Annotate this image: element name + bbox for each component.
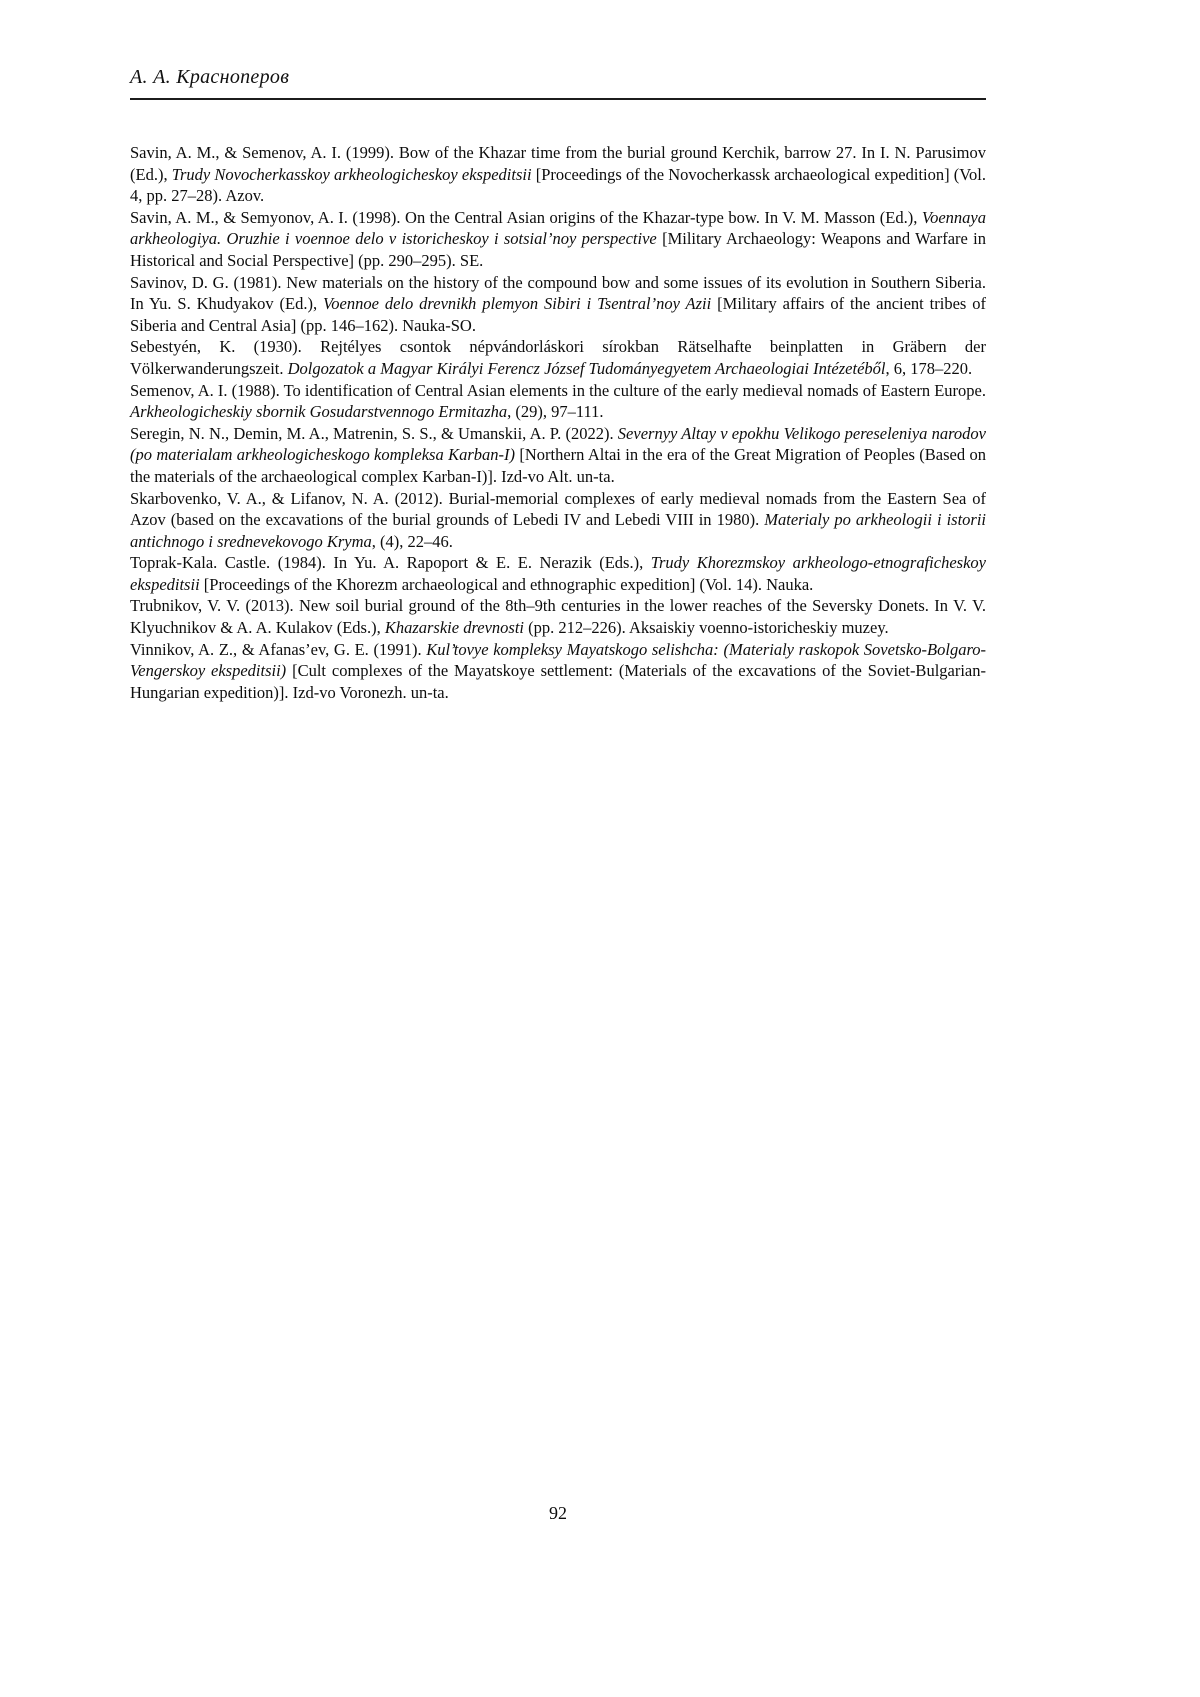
reference-text: [Northern Altai in the era of the Great Migration of Peoples (Based on the materials of the archaeological complex Karban-I)]. Izd-vo Alt. un-ta.: [130, 445, 986, 486]
reference-text: , (29), 97–111.: [507, 402, 604, 422]
reference-text: Trubnikov, V. V. (2013). New soil burial ground of the 8th–9th centuries in the lower reaches of the Seversky Donets. In V. V. Klyuchnikov & A. A. Kulakov (Eds.),: [130, 596, 986, 638]
header-rule: [130, 98, 986, 100]
reference-title-italic: Khazarskie drevnosti: [384, 618, 524, 638]
reference-text: , (4), 22–46.: [371, 531, 453, 551]
reference-text: [Military affairs of the ancient tribes of Siberia and Central Asia] (pp. 146–162). Nauka-SO.: [130, 294, 987, 335]
reference-text: Seregin, N. N., Demin, M. A., Matrenin, S. S., & Umanskii, A. P. (2022).: [130, 423, 618, 443]
reference-text: (pp. 212–226). Aksaiskiy voenno-istoricheskiy muzey.: [524, 618, 889, 638]
reference-text: Toprak-Kala. Castle. (1984). In Yu. A. Rapoport & E. E. Nerazik (Eds.),: [130, 553, 651, 573]
reference-item: [130, 639, 986, 704]
reference-title-italic: Trudy Novocherkasskoy arkheologicheskoy ekspeditsii: [171, 164, 532, 184]
reference-title-italic: Voennaya arkheologiya. Oruzhie i voennoe delo v istoricheskoy i sotsial’noy perspective: [130, 207, 986, 249]
reference-title-italic: Arkheologicheskiy sbornik Gosudarstvennogo Ermitazha: [130, 402, 508, 422]
reference-text: [Cult complexes of the Mayatskoye settlement: (Materials of the excavations of the Soviet-Bulgarian-Hungarian expedition)]. Izd-vo Voronezh. un-ta.: [130, 661, 986, 702]
reference-title-italic: Kul’tovye kompleksy Mayatskogo selishcha: (Materialy raskopok Sovetsko-Bolgaro-Vengerskoy ekspeditsii): [130, 639, 986, 681]
reference-item: [130, 552, 986, 595]
reference-item: [130, 142, 986, 207]
reference-text: Skarbovenko, V. A., & Lifanov, N. A. (2012). Burial-memorial complexes of early medieval nomads from the Eastern Sea of Azov (based on the excavations of the burial grounds of Lebedi IV and Lebedi VIII in 1980).: [130, 488, 986, 530]
reference-text: Vinnikov, A. Z., & Afanas’ev, G. E. (1991).: [130, 639, 427, 659]
page-number: 92: [549, 1503, 567, 1523]
reference-item: [130, 336, 986, 379]
reference-text: , 6, 178–220.: [885, 358, 973, 378]
reference-item: [130, 272, 986, 337]
references-list: [130, 142, 986, 703]
running-head: А. А. Красноперов: [130, 66, 290, 88]
reference-text: Sebestyén, K. (1930). Rejtélyes csontok népvándorláskori sírokban Rätselhafte beinplatten in Gräbern der Völkerwanderungszeit.: [130, 337, 986, 378]
reference-text: Savin, A. M., & Semyonov, A. I. (1998). On the Central Asian origins of the Khazar-type bow. In V. M. Masson (Ed.),: [130, 207, 922, 227]
page-content: [130, 66, 986, 703]
reference-title-italic: Severnyy Altay v epokhu Velikogo pereseleniya narodov (po materialam arkheologicheskogo kompleksa Karban-I): [130, 423, 986, 465]
reference-text: Savin, A. M., & Semenov, A. I. (1999). Bow of the Khazar time from the burial ground Kerchik, barrow 27. In I. N. Parusimov (Ed.),: [130, 143, 986, 184]
reference-text: [Military Archaeology: Weapons and Warfare in Historical and Social Perspective] (pp. 290–295). SE.: [130, 229, 986, 270]
reference-title-italic: Trudy Khorezmskoy arkheologo-etnograficheskoy ekspeditsii: [130, 553, 986, 594]
reference-item: [130, 380, 986, 423]
reference-item: [130, 423, 986, 488]
reference-text: [Proceedings of the Novocherkassk archaeological expedition] (Vol. 4, pp. 27–28). Azov.: [130, 164, 987, 206]
reference-title-italic: Materialy po arkheologii i istorii antichnogo i srednevekovogo Kryma: [130, 510, 986, 551]
reference-item: [130, 207, 986, 272]
reference-item: [130, 488, 986, 553]
reference-text: Semenov, A. I. (1988). To identification of Central Asian elements in the culture of the early medieval nomads of Eastern Europe.: [130, 380, 986, 400]
reference-title-italic: Dolgozatok a Magyar Királyi Ferencz József Tudományegyetem Archaeologiai Intézetéből: [287, 358, 886, 378]
reference-title-italic: Voennoe delo drevnikh plemyon Sibiri i Tsentral’noy Azii: [323, 294, 712, 314]
reference-text: Savinov, D. G. (1981). New materials on the history of the compound bow and some issues of its evolution in Southern Siberia. In Yu. S. Khudyakov (Ed.),: [130, 272, 986, 314]
reference-text: [Proceedings of the Khorezm archaeological and ethnographic expedition] (Vol. 14). Nauka.: [199, 574, 814, 594]
reference-item: [130, 595, 986, 638]
